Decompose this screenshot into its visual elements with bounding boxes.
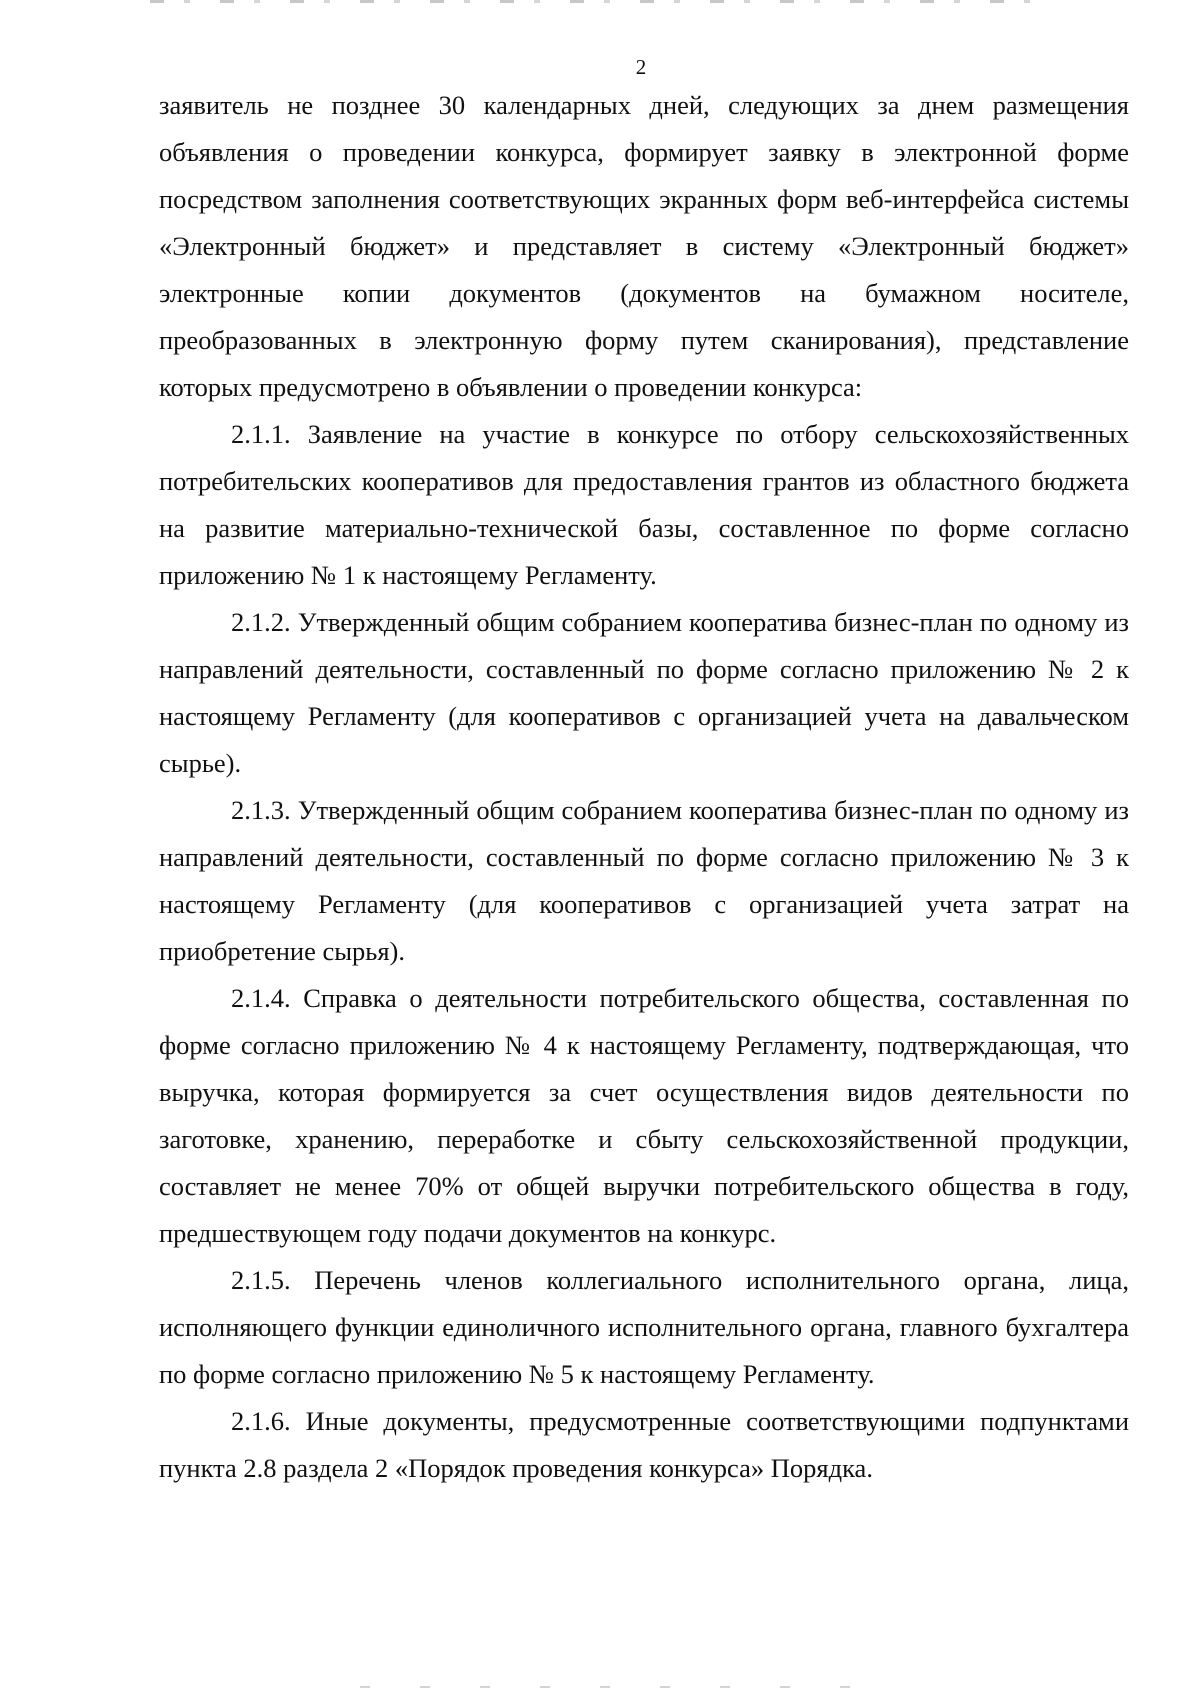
paragraph-item-2-1-4: 2.1.4. Справка о деятельности потребительского общества, составленная по форме согласно приложению № 4 к настоящему Регламенту, подтверждающая, что выручка, которая формируется за счет осуществления видов деятельности по заготовке, хранению, переработке и сбыту сельскохозяйственной продукции, составляет не менее 70% от общей выручки потребительского общества в году, предшествующем году подачи документов на конкурс. <box>159 983 1129 1248</box>
document-body <box>159 82 1129 1492</box>
scan-edge-bottom <box>360 1686 880 1688</box>
paragraph-item-2-1-5: 2.1.5. Перечень членов коллегиального исполнительного органа, лица, исполняющего функции единоличного исполнительного органа, главного бухгалтера по форме согласно приложению № 5 к настоящему Регламенту. <box>159 1265 1129 1389</box>
paragraph-item-2-1-2: 2.1.2. Утвержденный общим собранием кооператива бизнес-план по одному из направлений деятельности, составленный по форме согласно приложению № 2 к настоящему Регламенту (для кооперативов с организацией учета на давальческом сырье). <box>159 607 1129 778</box>
paragraph-item-2-1-1: 2.1.1. Заявление на участие в конкурсе по отбору сельскохозяйственных потребительских кооперативов для предоставления грантов из областного бюджета на развитие материально-технической базы, составленное по форме согласно приложению № 1 к настоящему Регламенту. <box>159 419 1129 590</box>
page-number: 2 <box>635 55 647 79</box>
paragraph-intro: заявитель не позднее 30 календарных дней, следующих за днем размещения объявления о проведении конкурса, формирует заявку в электронной форме посредством заполнения соответствующих экранных форм веб-интерфейса системы «Электронный бюджет» и представляет в систему «Электронный бюджет» электронные копии документов (документов на бумажном носителе, преобразованных в электронную форму путем сканирования), представление которых предусмотрено в объявлении о проведении конкурса: <box>159 90 1129 402</box>
scan-edge-top <box>150 0 1050 3</box>
paragraph-item-2-1-3: 2.1.3. Утвержденный общим собранием кооператива бизнес-план по одному из направлений деятельности, составленный по форме согласно приложению № 3 к настоящему Регламенту (для кооперативов с организацией учета затрат на приобретение сырья). <box>159 795 1129 966</box>
paragraph-item-2-1-6: 2.1.6. Иные документы, предусмотренные соответствующими подпунктами пункта 2.8 раздела 2 «Порядок проведения конкурса» Порядка. <box>159 1406 1129 1483</box>
